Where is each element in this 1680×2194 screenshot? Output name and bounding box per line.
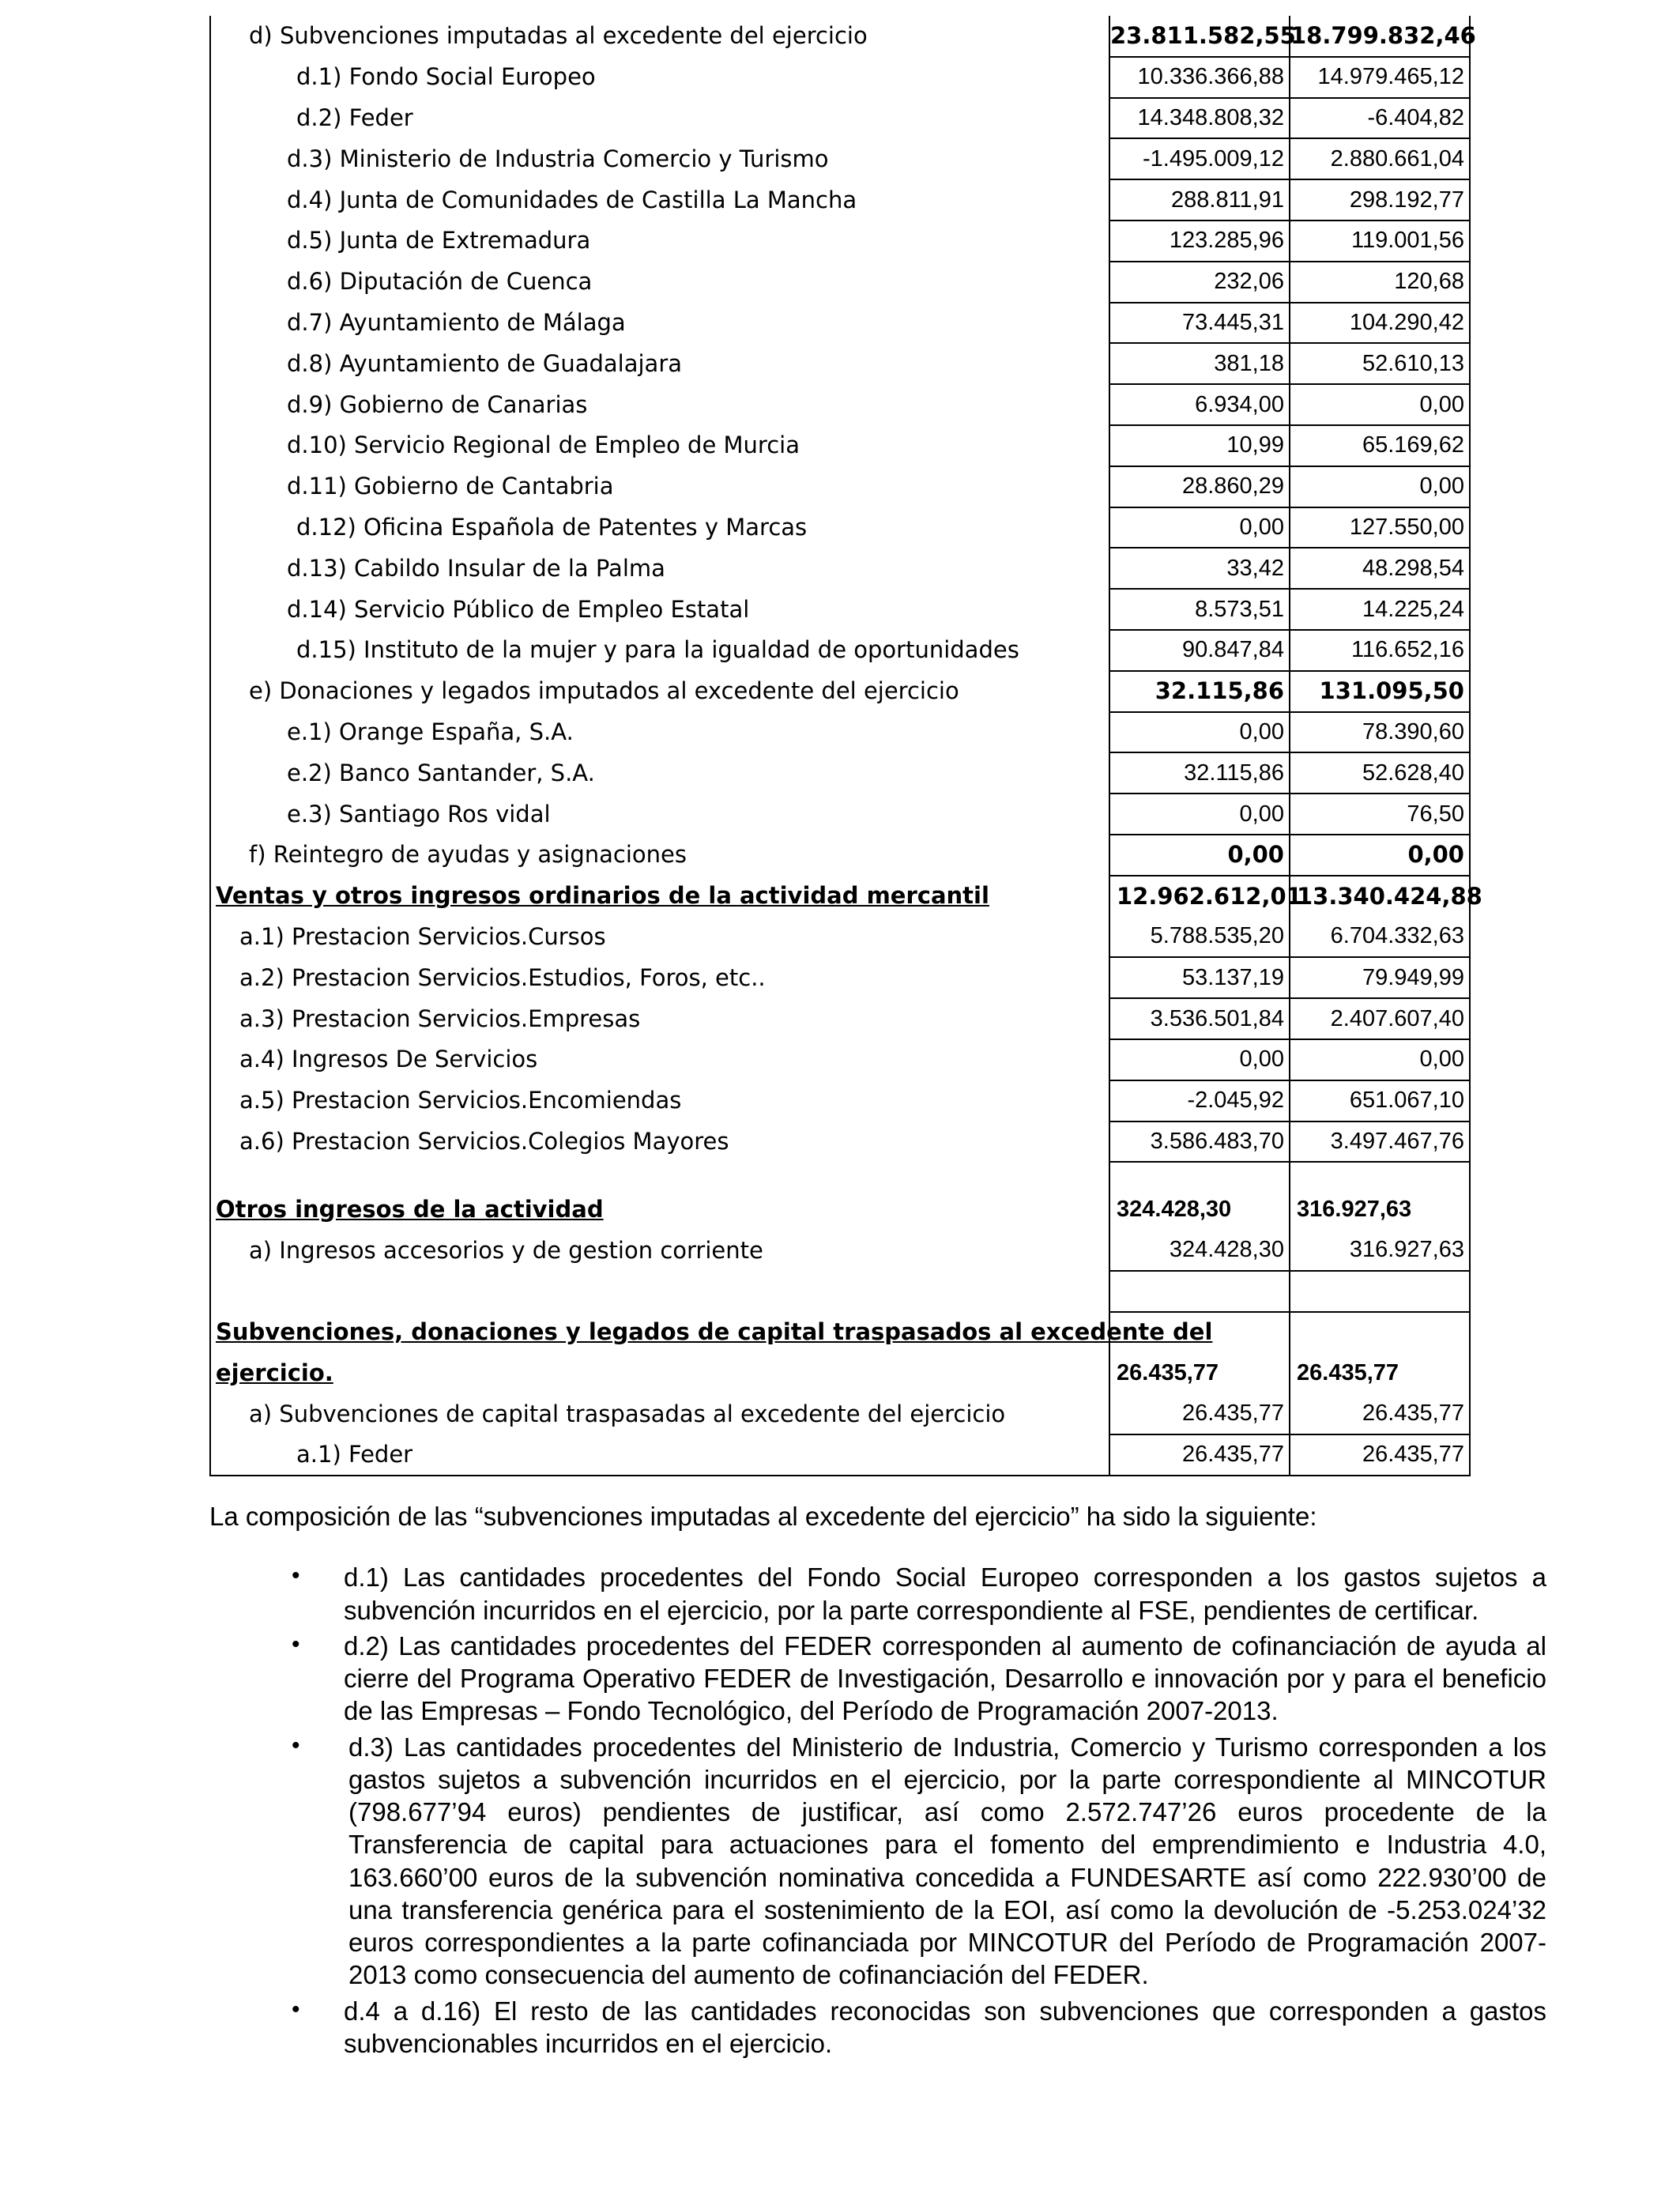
row-label: d.11) Gobierno de Cantabria: [287, 473, 614, 500]
capital-feder-v2: 26.435,77: [1290, 1434, 1470, 1476]
section-heading: Ventas y otros ingresos ordinarios de la actividad mercantil: [216, 882, 989, 910]
blank-row: [210, 1271, 1470, 1312]
row-value-col1: 6.934,00: [1109, 384, 1290, 425]
capital-heading-line2: ejercicio.: [216, 1359, 333, 1386]
bullet-dot-icon: •: [292, 1996, 300, 2022]
table-row: [210, 1080, 1470, 1122]
table-row: [210, 589, 1470, 630]
bullet-text: d.4 a d.16) El resto de las cantidades reconocidas son subvenciones que corresponden a gastos subvencionables incurridos en el ejercicio.: [344, 1996, 1546, 2058]
table-body: [210, 16, 1482, 1162]
bullet-text: d.1) Las cantidades procedentes del Fondo Social Europeo corresponden a los gastos sujetos a subvención incurridos en el ejercicio, por la parte correspondiente al FSE, pendientes de certificar.: [344, 1563, 1546, 1625]
row-value-col1: 0,00: [1109, 1039, 1290, 1080]
table-row: [210, 303, 1470, 344]
row-label: a.3) Prestacion Servicios.Empresas: [239, 1005, 641, 1032]
row-value-col1: 32.115,86: [1109, 752, 1290, 794]
row-value-col2: 79.949,99: [1290, 957, 1470, 998]
row-value-col1: 0,00: [1109, 794, 1290, 835]
row-label: d.9) Gobierno de Canarias: [287, 390, 588, 418]
row-label: d.13) Cabildo Insular de la Palma: [287, 554, 665, 582]
row-label: d.6) Diputación de Cuenca: [287, 268, 593, 296]
row-value-col2: 13.340.424,88: [1290, 876, 1470, 917]
financial-table: [209, 16, 1482, 1476]
table-row: [210, 507, 1470, 548]
row-value-col1: 23.811.582,55: [1109, 16, 1290, 57]
row-value-col1: 8.573,51: [1109, 589, 1290, 630]
row-label: d.7) Ayuntamiento de Málaga: [287, 308, 626, 336]
row-value-col2: 298.192,77: [1290, 179, 1470, 221]
table-row: [210, 917, 1470, 958]
row-value-col2: 651.067,10: [1290, 1080, 1470, 1122]
capital-feder-v1: 26.435,77: [1109, 1434, 1290, 1476]
capital-v1: 26.435,77: [1109, 1353, 1290, 1394]
table-row: [210, 957, 1470, 998]
capital-heading-line1: Subvenciones, donaciones y legados de capital traspasados al excedente del: [216, 1318, 1213, 1346]
table-row: [210, 138, 1470, 179]
table-row: [210, 425, 1470, 466]
table-row: [210, 712, 1470, 753]
row-value-col2: 0,00: [1290, 384, 1470, 425]
row-value-col2: 116.652,16: [1290, 630, 1470, 671]
capital-heading-row-1: [210, 1312, 1470, 1353]
row-value-col2: 0,00: [1290, 1039, 1470, 1080]
capital-feder-row: [210, 1434, 1470, 1476]
bullet-item: [209, 1630, 1546, 1728]
row-value-col2: -6.404,82: [1290, 98, 1470, 139]
row-value-col1: 32.115,86: [1109, 671, 1290, 712]
intro-paragraph: La composición de las “subvenciones imputadas al excedente del ejercicio” ha sido la siguiente:: [209, 1502, 1317, 1531]
bullet-list: [209, 1561, 1546, 2060]
row-value-col2: 104.290,42: [1290, 303, 1470, 344]
bullet-text: d.2) Las cantidades procedentes del FEDER corresponden al aumento de cofinanciación de ayuda al cierre del Programa Operativo FEDER de Investigación, Desarrollo e innovación por y para el beneficio de las Empresas – Fondo Tecnológico, del Período de Programación 2007-2013.: [344, 1630, 1546, 1726]
row-value-col2: 120,68: [1290, 262, 1470, 303]
capital-sub-row: [210, 1393, 1470, 1434]
table-row: [210, 630, 1470, 671]
row-value-col1: -1.495.009,12: [1109, 138, 1290, 179]
row-value-col1: 123.285,96: [1109, 221, 1290, 262]
row-value-col2: 48.298,54: [1290, 548, 1470, 589]
row-value-col2: 52.610,13: [1290, 343, 1470, 384]
bullet-item: [209, 1561, 1546, 1627]
row-value-col1: 12.962.612,01: [1109, 876, 1290, 917]
row-value-col2: 6.704.332,63: [1290, 917, 1470, 958]
row-value-col1: 28.860,29: [1109, 466, 1290, 507]
row-value-col1: 0,00: [1109, 507, 1290, 548]
row-label: d.8) Ayuntamiento de Guadalajara: [287, 349, 683, 377]
capital-sub-label: a) Subvenciones de capital traspasadas al excedente del ejercicio: [249, 1400, 1006, 1427]
table-row: [210, 384, 1470, 425]
bullet-item: [209, 1731, 1546, 1992]
row-value-col2: 78.390,60: [1290, 712, 1470, 753]
table-row: [210, 221, 1470, 262]
row-value-col2: 2.880.661,04: [1290, 138, 1470, 179]
row-label: [210, 876, 1109, 917]
row-label: a.4) Ingresos De Servicios: [239, 1046, 538, 1073]
bullet-item: [209, 1995, 1546, 2060]
row-label: d.2) Feder: [296, 104, 413, 131]
row-value-col1: 10,99: [1109, 425, 1290, 466]
row-value-col1: 5.788.535,20: [1109, 917, 1290, 958]
row-value-col2: 0,00: [1290, 466, 1470, 507]
row-value-col1: 0,00: [1109, 712, 1290, 753]
spacer-row: [210, 1162, 1470, 1189]
table-row: [210, 343, 1470, 384]
table-row: [210, 548, 1470, 589]
table-row: [210, 752, 1470, 794]
row-value-col2: 131.095,50: [1290, 671, 1470, 712]
otros-ingresos-v1: 324.428,30: [1109, 1189, 1290, 1230]
otros-ingresos-heading-row: [210, 1189, 1470, 1230]
row-value-col1: 33,42: [1109, 548, 1290, 589]
row-label: e.1) Orange España, S.A.: [287, 718, 574, 745]
otros-ingresos-heading: Otros ingresos de la actividad: [216, 1195, 604, 1223]
table-row: [210, 98, 1470, 139]
row-label: a.5) Prestacion Servicios.Encomiendas: [239, 1087, 682, 1114]
capital-feder-label: a.1) Feder: [296, 1440, 413, 1468]
row-value-col2: 52.628,40: [1290, 752, 1470, 794]
otros-ingresos-block: [210, 1162, 1470, 1476]
bullet-dot-icon: •: [292, 1732, 300, 1759]
table-row: [210, 998, 1470, 1039]
row-value-col2: 14.979.465,12: [1290, 57, 1470, 98]
row-label: d.14) Servicio Público de Empleo Estatal: [287, 595, 750, 623]
table-row: [210, 466, 1470, 507]
row-value-col1: 3.536.501,84: [1109, 998, 1290, 1039]
row-value-col2: 119.001,56: [1290, 221, 1470, 262]
row-value-col1: 53.137,19: [1109, 957, 1290, 998]
table-row: [210, 16, 1470, 57]
table-row: [210, 1122, 1470, 1163]
row-value-col2: 18.799.832,46: [1290, 16, 1470, 57]
row-value-col2: 2.407.607,40: [1290, 998, 1470, 1039]
table-row: [210, 179, 1470, 221]
row-value-col1: 3.586.483,70: [1109, 1122, 1290, 1163]
table-row: [210, 876, 1470, 917]
otros-ingresos-sub-label: a) Ingresos accesorios y de gestion corriente: [249, 1236, 763, 1264]
row-value-col1: 90.847,84: [1109, 630, 1290, 671]
bullet-dot-icon: •: [292, 1563, 300, 1589]
row-label: d.10) Servicio Regional de Empleo de Murcia: [287, 432, 800, 459]
capital-sub-v1: 26.435,77: [1109, 1393, 1290, 1434]
row-value-col2: 127.550,00: [1290, 507, 1470, 548]
row-value-col2: 76,50: [1290, 794, 1470, 835]
table-row: [210, 262, 1470, 303]
row-label: d.4) Junta de Comunidades de Castilla La Mancha: [287, 186, 857, 213]
row-value-col1: -2.045,92: [1109, 1080, 1290, 1122]
row-value-col1: 0,00: [1109, 835, 1290, 876]
row-value-col1: 14.348.808,32: [1109, 98, 1290, 139]
table-row: [210, 835, 1470, 876]
capital-sub-v2: 26.435,77: [1290, 1393, 1470, 1434]
row-label: a.2) Prestacion Servicios.Estudios, Foros, etc..: [239, 963, 766, 991]
row-value-col1: 10.336.366,88: [1109, 57, 1290, 98]
table-row: [210, 671, 1470, 712]
row-label: f) Reintegro de ayudas y asignaciones: [249, 841, 687, 869]
capital-v2: 26.435,77: [1290, 1353, 1470, 1394]
row-label: e.2) Banco Santander, S.A.: [287, 759, 595, 786]
row-value-col1: 288.811,91: [1109, 179, 1290, 221]
row-value-col1: 73.445,31: [1109, 303, 1290, 344]
row-label: e.3) Santiago Ros vidal: [287, 800, 551, 827]
row-label: d.5) Junta de Extremadura: [287, 227, 591, 254]
table-row: [210, 57, 1470, 98]
table-row: [210, 1039, 1470, 1080]
row-value-col1: 232,06: [1109, 262, 1290, 303]
row-value-col2: 14.225,24: [1290, 589, 1470, 630]
row-value-col2: 3.497.467,76: [1290, 1122, 1470, 1163]
row-label: a.1) Prestacion Servicios.Cursos: [239, 922, 606, 950]
otros-ingresos-sub-v1: 324.428,30: [1109, 1230, 1290, 1271]
row-label: d.3) Ministerio de Industria Comercio y Turismo: [287, 145, 829, 172]
table-row: [210, 794, 1470, 835]
row-value-col2: 0,00: [1290, 835, 1470, 876]
bullet-dot-icon: •: [292, 1630, 300, 1657]
row-label: e) Donaciones y legados imputados al excedente del ejercicio: [249, 677, 959, 705]
otros-ingresos-sub-row: [210, 1230, 1470, 1271]
row-label: d.15) Instituto de la mujer y para la igualdad de oportunidades: [296, 636, 1019, 664]
row-label: d) Subvenciones imputadas al excedente del ejercicio: [249, 22, 868, 50]
row-value-col2: 65.169,62: [1290, 425, 1470, 466]
otros-ingresos-v2: 316.927,63: [1290, 1189, 1470, 1230]
explanation-text: [209, 1500, 1546, 2058]
row-label: d.12) Oficina Española de Patentes y Marcas: [296, 513, 808, 541]
otros-ingresos-sub-v2: 316.927,63: [1290, 1230, 1470, 1271]
row-label: a.6) Prestacion Servicios.Colegios Mayores: [239, 1127, 729, 1155]
capital-heading-row-2: [210, 1353, 1470, 1394]
row-value-col1: 381,18: [1109, 343, 1290, 384]
row-label: d.1) Fondo Social Europeo: [296, 63, 596, 91]
bullet-text: d.3) Las cantidades procedentes del Ministerio de Industria, Comercio y Turismo corresponden a los gastos sujetos a subvención incurridos en el ejercicio, por la parte correspondiente al MINCOTUR (798.677’94 euros) pendientes de justificar, así como 2.572.747’26 euros procedente de la Transferencia de capital para actuaciones para el fomento del emprendimiento e Industria 4.0, 163.660’00 euros de la subvención nominativa concedida a FUNDESARTE así como 222.930’00 de una transferencia genérica para el sostenimiento de la EOI, así como la devolución de -5.253.024’32 euros correspondientes a la parte cofinanciada por MINCOTUR del Período de Programación 2007-2013 como consecuencia del aumento de cofinanciación del FEDER.: [348, 1732, 1546, 1990]
